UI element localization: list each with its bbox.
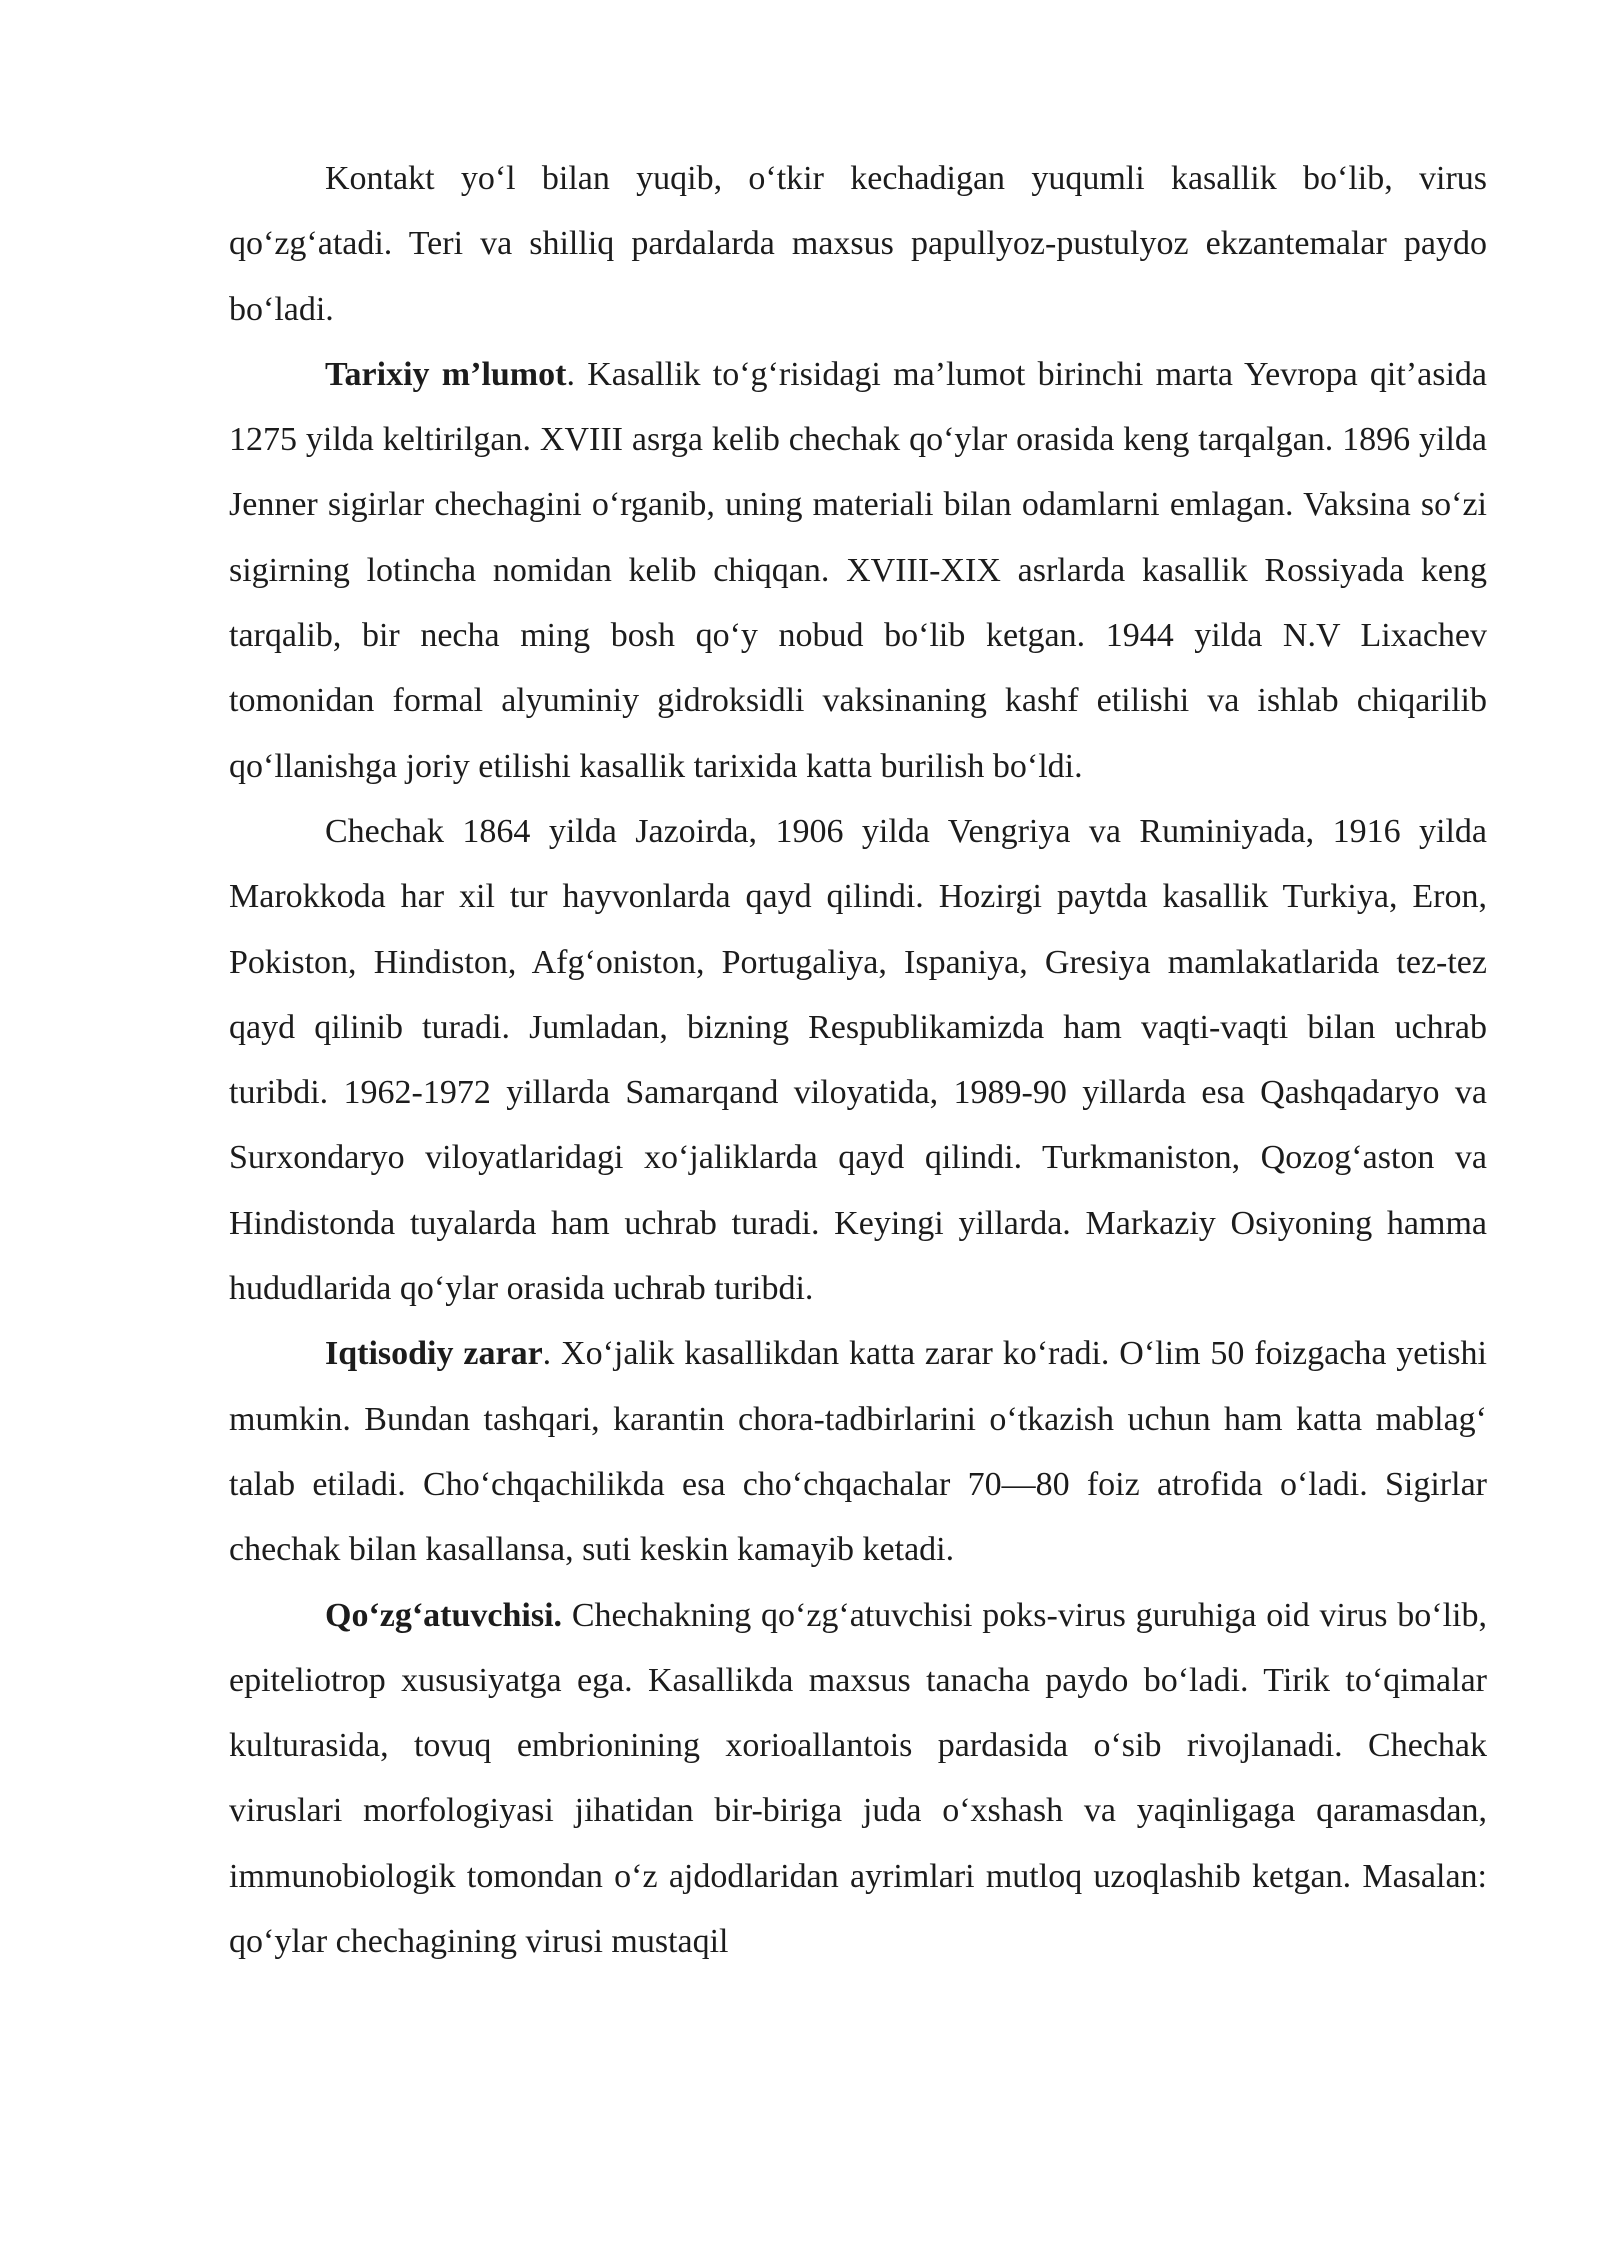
paragraph-pathogen — [229, 1583, 1487, 1975]
paragraph-text: Chechakning qoʻzgʻatuvchisi poks-virus guruhiga oid virus boʻlib, epiteliotrop xususiyatga ega. Kasallikda maxsus tanacha paydo boʻladi. Tirik toʻqimalar kulturasida, tovuq embrionining xorioallantois pardasida oʻsib rivojlanadi. Chechak viruslari morfologiyasi jihatidan bir-biriga juda oʻxshash va yaqinligaga qaramasdan, immunobiologik tomondan oʻz ajdodlaridan ayrimlari mutloq uzoqlashib ketgan. Masalan: qoʻylar chechagining virusi mustaqil — [229, 1596, 1487, 1961]
paragraph-economic-damage — [229, 1321, 1487, 1582]
section-heading-history: Tarixiy m’lumot — [325, 355, 567, 393]
paragraph-text: . Kasallik toʻgʻrisidagi ma’lumot birinchi marta Yevropa qit’asida 1275 yilda keltirilgan. XVIII asrga kelib chechak qoʻylar orasida keng tarqalgan. 1896 yilda Jenner sigirlar chechagini oʻrganib, uning materiali bilan odamlarni emlagan. Vaksina soʻzi sigirning lotincha nomidan kelib chiqqan. XVIII-XIX asrlarda kasallik Rossiyada keng tarqalib, bir necha ming bosh qoʻy nobud boʻlib ketgan. 1944 yilda N.V Lixachev tomonidan formal alyuminiy gidroksidli vaksinaning kashf etilishi va ishlab chiqarilib qoʻllanishga joriy etilishi kasallik tarixida katta burilish boʻldi. — [229, 355, 1487, 785]
paragraph-intro — [229, 146, 1487, 342]
paragraph-text: Kontakt yoʻl bilan yuqib, oʻtkir kechadigan yuqumli kasallik boʻlib, virus qoʻzgʻatadi. Teri va shilliq pardalarda maxsus papullyoz-pustulyoz ekzantemalar paydo boʻladi. — [229, 160, 1487, 328]
document-page — [229, 146, 1487, 1974]
paragraph-spread — [229, 799, 1487, 1321]
section-heading-pathogen: Qoʻzgʻatuvchisi. — [325, 1596, 563, 1634]
paragraph-text: . Xoʻjalik kasallikdan katta zarar koʻradi. Oʻlim 50 foizgacha yetishi mumkin. Bundan tashqari, karantin chora-tadbirlarini oʻtkazish uchun ham katta mablagʻ talab etiladi. Choʻchqachilikda esa choʻchqachalar 70—80 foiz atrofida oʻladi. Sigirlar chechak bilan kasallansa, suti keskin kamayib ketadi. — [229, 1335, 1487, 1569]
section-heading-economic-damage: Iqtisodiy zarar — [325, 1335, 543, 1373]
paragraph-text: Chechak 1864 yilda Jazoirda, 1906 yilda Vengriya va Ruminiyada, 1916 yilda Marokkoda har xil tur hayvonlarda qayd qilindi. Hozirgi paytda kasallik Turkiya, Eron, Pokiston, Hindiston, Afgʻoniston, Portugaliya, Ispaniya, Gresiya mamlakatlarida tez-tez qayd qilinib turadi. Jumladan, bizning Respublikamizda ham vaqti-vaqti bilan uchrab turibdi. 1962-1972 yillarda Samarqand viloyatida, 1989-90 yillarda esa Qashqadaryo va Surxondaryo viloyatlaridagi xoʻjaliklarda qayd qilindi. Turkmaniston, Qozogʻaston va Hindistonda tuyalarda ham uchrab turadi. Keyingi yillarda. Markaziy Osiyoning hamma hududlarida qoʻylar orasida uchrab turibdi. — [229, 812, 1487, 1308]
paragraph-history — [229, 342, 1487, 799]
